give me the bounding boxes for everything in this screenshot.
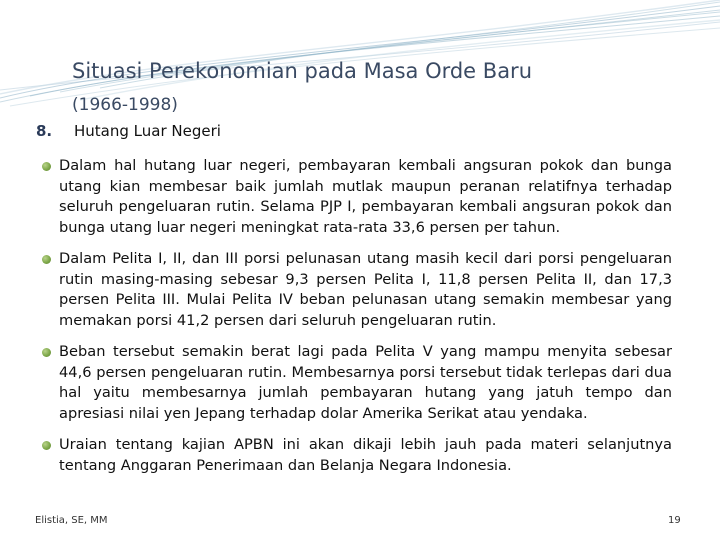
bullet-text: Beban tersebut semakin berat lagi pada Pelita V yang mampu menyita sebesar 44,6 persen pengeluaran rutin. Membesarnya porsi tersebut tidak terlepas dari dua hal yaitu membesarnya jumlah pembayaran hutang yang jatuh tempo dan apresiasi nilai yen Jepang terhadap dolar Amerika Serikat atau yendaka.	[59, 343, 672, 422]
slide-title	[72, 56, 672, 120]
bullet-dot-icon	[42, 441, 51, 450]
bullet-dot-icon	[42, 255, 51, 264]
bullet-item	[40, 435, 672, 476]
bullet-dot-icon	[42, 162, 51, 171]
bullet-item	[40, 342, 672, 424]
section-title: Hutang Luar Negeri	[74, 122, 221, 140]
page-number: 19	[668, 515, 681, 526]
section-number: 8.	[36, 122, 53, 140]
section-heading	[36, 122, 221, 140]
bullet-text: Dalam Pelita I, II, dan III porsi pelunasan utang masih kecil dari porsi pengeluaran rutin masing-masing sebesar 9,3 persen Pelita I, 11,8 persen Pelita II, dan 17,3 persen Pelita III. Mulai Pelita IV beban pelunasan utang semakin membesar yang memakan porsi 41,2 persen dari seluruh pengeluaran rutin.	[59, 250, 672, 329]
title-line-1: Situasi Perekonomian pada Masa Orde Baru	[72, 59, 533, 83]
bullet-item	[40, 156, 672, 238]
bullet-item	[40, 249, 672, 331]
title-line-2: (1966-1998)	[72, 95, 178, 115]
bullet-text: Dalam hal hutang luar negeri, pembayaran kembali angsuran pokok dan bunga utang kian membesar baik jumlah mutlak maupun peranan relatifnya terhadap seluruh pengeluaran rutin. Selama PJP I, pembayaran kembali angsuran pokok dan bunga utang luar negeri meningkat rata-rata 33,6 persen per tahun.	[59, 157, 672, 236]
bullet-list	[40, 156, 672, 487]
bullet-dot-icon	[42, 348, 51, 357]
footer-author: Elistia, SE, MM	[35, 515, 108, 526]
bullet-text: Uraian tentang kajian APBN ini akan dikaji lebih jauh pada materi selanjutnya tentang Anggaran Penerimaan dan Belanja Negara Indonesia.	[59, 436, 672, 474]
